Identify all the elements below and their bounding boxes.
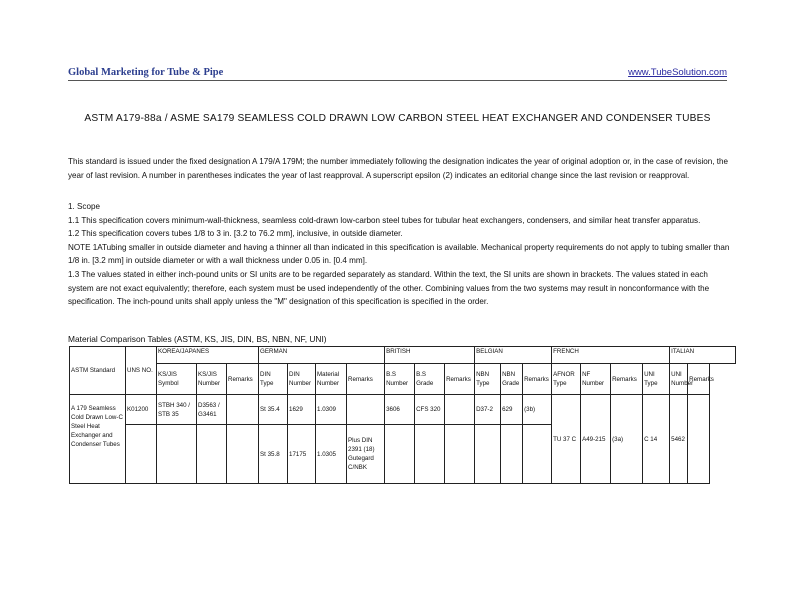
belgian-remarks-cell: (3b) (523, 395, 552, 425)
din-type-cell: St 35.4 (259, 395, 288, 425)
table-subheader-row (70, 364, 736, 395)
french-remarks-header: Remarks (611, 364, 643, 395)
uns-cell (126, 425, 157, 484)
british-remarks-header: Remarks (445, 364, 475, 395)
uni-type-cell: C 14 (643, 395, 670, 484)
italian-remarks-header: Remarks (688, 364, 710, 395)
material-number-header: Material Number (316, 364, 347, 395)
ks-symbol-header: KS/JIS Symbol (157, 364, 197, 395)
ks-symbol-cell (157, 425, 197, 484)
intro-paragraph: This standard is issued under the fixed designation A 179/A 179M; the number immediately following the designation indicates the year of original adoption or, in the case of revision, the year of last revision. A number in parentheses indicates the year of last reapproval. A superscript epsilon (2) indicates an editorial change since the last revision or reapproval. (68, 157, 729, 180)
afnor-type-header: AFNOR Type (552, 364, 581, 395)
table-group-row (70, 347, 736, 364)
scope-note-1: NOTE 1ATubing smaller in outside diameter and having a thinner all than indicated in this specification is available. Mechanical property requirements do not apply to tubing smaller than 1/8 in. [3.2 mm] in outside diameter or with a wall thickness under 0.05 in. [0.4 mm]. (68, 242, 730, 266)
belgian-remarks-header: Remarks (523, 364, 552, 395)
ks-symbol-cell: STBH 340 / STB 35 (157, 395, 197, 425)
belgian-remarks-cell (523, 425, 552, 484)
nbn-type-cell (475, 425, 501, 484)
group-german: GERMAN (259, 347, 385, 364)
uns-cell: K01200 (126, 395, 157, 425)
bs-number-cell (385, 425, 415, 484)
german-remarks-cell (347, 395, 385, 425)
din-type-cell: St 35.8 (259, 425, 288, 484)
header-divider (68, 80, 727, 81)
nf-number-header: NF Number (581, 364, 611, 395)
italian-remarks-cell (688, 395, 710, 484)
ks-number-cell (197, 425, 227, 484)
table-caption: Material Comparison Tables (ASTM, KS, JIS, DIN, BS, NBN, NF, UNI) (68, 334, 327, 344)
scope-1-3: 1.3 The values stated in either inch-pound units or SI units are to be regarded separately as standard. Within the text, the SI units are shown in brackets. The values stated in each system are not exact equivalently; therefore, each system must be used independently of the other. Combining values from the two systems may result in nonconformance with the specification. The inch-pound units shall apply unless the "M" designation of this specification is specified in the order. (68, 269, 710, 307)
french-remarks-cell: (3a) (611, 395, 643, 484)
group-french: FRENCH (552, 347, 670, 364)
korea-remarks-cell (227, 395, 259, 425)
afnor-type-cell: TU 37 C (552, 395, 581, 484)
nf-number-cell: A49-215 (581, 395, 611, 484)
group-belgian: BELGIAN (475, 347, 552, 364)
din-number-cell: 17175 (288, 425, 316, 484)
bs-grade-cell: CFS 320 (415, 395, 445, 425)
korea-remarks-header: Remarks (227, 364, 259, 395)
british-remarks-cell (445, 425, 475, 484)
nbn-type-cell: D37-2 (475, 395, 501, 425)
din-number-header: DIN Number (288, 364, 316, 395)
astm-standard-cell: A 179 Seamless Cold Drawn Low-C Steel Heat Exchanger and Condenser Tubes (70, 395, 126, 484)
din-number-cell: 1629 (288, 395, 316, 425)
nbn-grade-cell (501, 425, 523, 484)
group-italian: ITALIAN (670, 347, 736, 364)
scope-section (68, 200, 730, 309)
bs-grade-header: B.S Grade (415, 364, 445, 395)
document-title: ASTM A179-88a / ASME SA179 SEAMLESS COLD DRAWN LOW CARBON STEEL HEAT EXCHANGER AND CONDENSER TUBES (84, 113, 711, 124)
scope-1-1: 1.1 This specification covers minimum-wall-thickness, seamless cold-drawn low-carbon steel tubes for tubular heat exchangers, condensers, and similar heat transfer apparatus. (68, 215, 701, 225)
ks-number-header: KS/JIS Number (197, 364, 227, 395)
nbn-grade-header: NBN Grade (501, 364, 523, 395)
ks-number-cell: D3563 / G3461 (197, 395, 227, 425)
astm-standard-header: ASTM Standard (70, 347, 126, 395)
table-row (70, 395, 736, 425)
scope-heading: 1. Scope (68, 202, 100, 211)
german-remarks-header: Remarks (347, 364, 385, 395)
nbn-grade-cell: 629 (501, 395, 523, 425)
bs-number-cell: 3606 (385, 395, 415, 425)
uns-no-header: UNS NO. (126, 347, 157, 395)
group-korea-japanes: KOREA/JAPANES (157, 347, 259, 364)
nbn-type-header: NBN Type (475, 364, 501, 395)
bs-grade-cell (415, 425, 445, 484)
header-website-link[interactable]: www.TubeSolution.com (628, 67, 727, 78)
material-number-cell: 1.0305 (316, 425, 347, 484)
material-number-cell: 1.0309 (316, 395, 347, 425)
din-type-header: DIN Type (259, 364, 288, 395)
british-remarks-cell (445, 395, 475, 425)
german-remarks-cell: Plus DIN 2391 (18) Gutegard C/NBK (347, 425, 385, 484)
uni-type-header: UNI Type (643, 364, 670, 395)
korea-remarks-cell (227, 425, 259, 484)
uni-number-header: UNI Number (670, 364, 688, 395)
bs-number-header: B.S Number (385, 364, 415, 395)
group-british: BRITISH (385, 347, 475, 364)
header-company-name: Global Marketing for Tube & Pipe (68, 67, 224, 78)
scope-1-2: 1.2 This specification covers tubes 1/8 to 3 in. [3.2 to 76.2 mm], inclusive, in outside diameter. (68, 229, 403, 239)
uni-number-cell: 5462 (670, 395, 688, 484)
material-comparison-table (69, 346, 736, 484)
